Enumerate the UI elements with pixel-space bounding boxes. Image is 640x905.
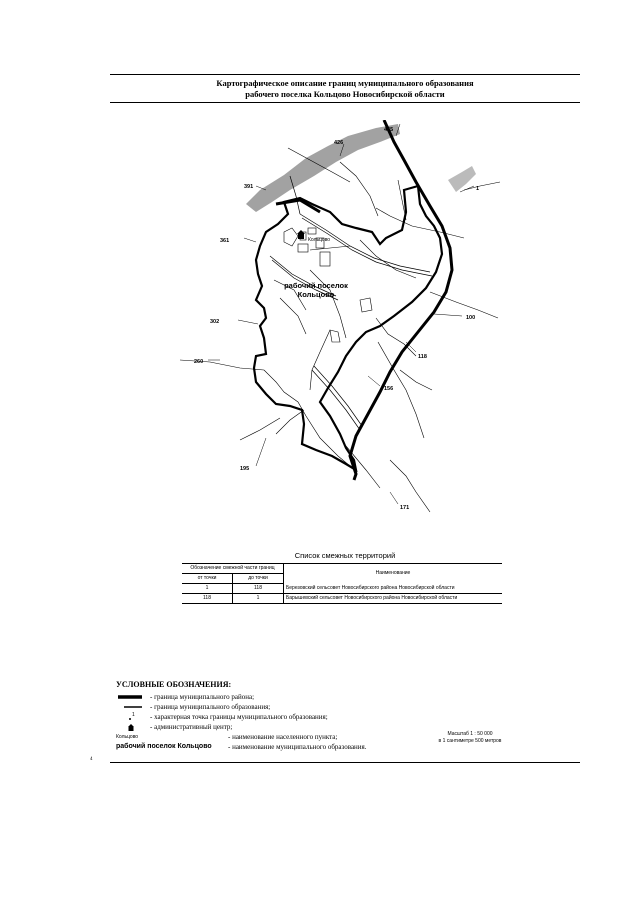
point-label-426: 426 [334, 140, 344, 146]
title-rule [110, 102, 580, 103]
page-title-line-1: Картографическое описание границ муниципального образования [216, 78, 474, 88]
legend-item-municipality-name [116, 742, 416, 752]
point-label-302: 302 [210, 319, 220, 325]
legend-item-settlement-name [116, 732, 416, 742]
table-row [182, 594, 502, 604]
legend-item-district-boundary [116, 692, 416, 702]
legend-item-characteristic-point [116, 712, 416, 722]
row-from: 1 [182, 584, 233, 594]
table-row [182, 584, 502, 594]
point-marker-icon [116, 712, 144, 722]
legend-label: - наименование населенного пункта; [228, 733, 338, 741]
row-name: Березовский сельсовет Новосибирского района Новосибирской области [284, 584, 503, 594]
adjacency-table [182, 563, 502, 604]
page-mark: 4 [90, 757, 93, 762]
admin-center-icon [297, 230, 305, 239]
point-label-156: 156 [384, 386, 394, 392]
municipality-label-line-2: Кольцово [297, 290, 335, 299]
point-label-171: 171 [400, 505, 410, 511]
point-label-100: 100 [466, 315, 476, 321]
row-to: 1 [233, 594, 284, 604]
legend-label: - граница муниципального района; [150, 693, 255, 701]
scale-line-2: в 1 сантиметре 500 метров [438, 738, 502, 744]
point-label-485: 485 [384, 127, 394, 133]
legend-label: - граница муниципального образования; [150, 703, 271, 711]
bottom-rule [110, 762, 580, 763]
point-label-361: 361 [220, 238, 230, 244]
col-from-header: от точки [182, 574, 233, 584]
admin-center-icon [116, 722, 144, 732]
roads [270, 176, 432, 430]
legend-heading: УСЛОВНЫЕ ОБОЗНАЧЕНИЯ: [116, 680, 232, 689]
boundary-map [180, 120, 510, 520]
page-title [110, 78, 580, 100]
legend-item-admin-center [116, 722, 416, 732]
col-name-header: Наименование [284, 564, 503, 584]
point-label-1: 1 [476, 186, 480, 192]
point-label-118: 118 [418, 354, 427, 360]
point-label-195: 195 [240, 466, 250, 472]
top-rule [110, 74, 580, 75]
row-to: 118 [233, 584, 284, 594]
forest-area [246, 124, 400, 212]
col-segment-header: Обозначение смежной части границ [182, 564, 284, 574]
legend-label: - административный центр; [150, 723, 233, 731]
row-from: 118 [182, 594, 233, 604]
thick-line-icon [116, 692, 144, 702]
legend-item-municipal-boundary [116, 702, 416, 712]
row-name: Барышевский сельсовет Новосибирского района Новосибирской области [284, 594, 503, 604]
legend-label: - наименование муниципального образования. [228, 743, 367, 751]
line-icon [116, 702, 144, 712]
scale-line-1: Масштаб 1 : 50 000 [447, 731, 493, 737]
point-leaders [208, 124, 474, 504]
point-label-260: 260 [194, 359, 204, 365]
page-title-line-2: рабочего поселка Кольцово Новосибирской области [245, 89, 445, 99]
settlement-sample: Кольцово [116, 734, 139, 740]
col-to-header: до точки [233, 574, 284, 584]
point-label-391: 391 [244, 184, 254, 190]
municipality-sample: рабочий поселок Кольцово [116, 743, 212, 750]
legend-label: - характерная точка границы муниципального образования; [150, 713, 328, 721]
point-symbol: 1 [132, 712, 135, 718]
map-scale [420, 731, 520, 745]
legend [116, 680, 416, 752]
thin-features [180, 148, 500, 512]
municipality-label-line-1: рабочий поселок [284, 281, 348, 290]
settlement-label: Кольцово [308, 237, 331, 243]
adjacency-heading: Список смежных территорий [294, 551, 396, 560]
